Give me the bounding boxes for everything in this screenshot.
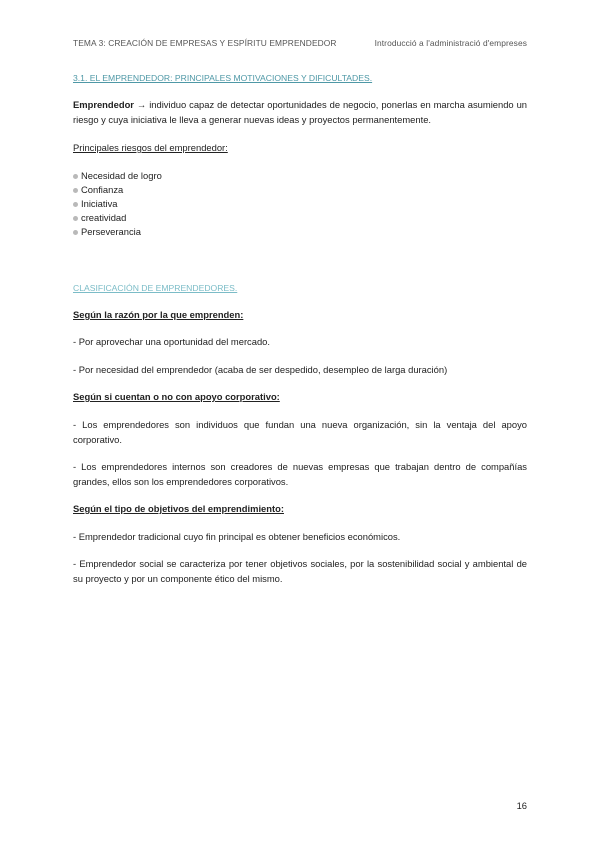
group-heading-objectives: Según el tipo de objetivos del emprendimiento: [73, 503, 284, 514]
list-item: Confianza [73, 183, 162, 197]
definition-paragraph [73, 98, 527, 127]
risks-list [73, 169, 162, 239]
bullet-icon [73, 202, 78, 207]
group-corporate-item: - Los emprendedores internos son creadores de nuevas empresas que trabajan dentro de compañías grandes, ellos son los emprendedores corporativos. [73, 461, 527, 487]
group-objectives-item: - Emprendedor social se caracteriza por tener objetivos sociales, por la sostenibilidad social y ambiental de su proyecto y por un componente ético del mismo. [73, 558, 527, 584]
list-item: creatividad [73, 211, 162, 225]
bullet-icon [73, 174, 78, 179]
group-corporate-item: - Los emprendedores son individuos que fundan una nueva organización, sin la ventaja del apoyo corporativo. [73, 419, 527, 445]
bullet-icon [73, 216, 78, 221]
risks-heading: Principales riesgos del emprendedor: [73, 142, 228, 153]
list-item: Iniciativa [73, 197, 162, 211]
list-item: Necesidad de logro [73, 169, 162, 183]
definition-text: individuo capaz de detectar oportunidades de negocio, ponerlas en marcha asumiendo un riesgo y cuya iniciativa le lleva a generar nuevas ideas y proyectos permanentemente. [73, 99, 527, 125]
group-heading-reason: Según la razón por la que emprenden: [73, 309, 244, 320]
section-title: 3.1. EL EMPRENDEDOR: PRINCIPALES MOTIVACIONES Y DIFICULTADES. [73, 73, 373, 83]
list-item: Perseverancia [73, 225, 162, 239]
group-heading-corporate: Según si cuentan o no con apoyo corporativo: [73, 391, 280, 402]
arrow-icon: → [136, 99, 147, 110]
definition-term: Emprendedor [73, 99, 134, 110]
group-reason-item: - Por necesidad del emprendedor (acaba de ser despedido, desempleo de larga duración) [73, 364, 448, 375]
running-header-course: Introducció a l'administració d'empreses [374, 38, 527, 48]
group-objectives-item: - Emprendedor tradicional cuyo fin principal es obtener beneficios económicos. [73, 531, 401, 542]
running-header-topic: TEMA 3: CREACIÓN DE EMPRESAS Y ESPÍRITU EMPRENDEDOR [73, 38, 337, 48]
classification-title: CLASIFICACIÓN DE EMPRENDEDORES. [73, 283, 238, 293]
bullet-icon [73, 230, 78, 235]
page-number: 16 [516, 800, 527, 811]
bullet-icon [73, 188, 78, 193]
group-reason-item: - Por aprovechar una oportunidad del mercado. [73, 336, 270, 347]
